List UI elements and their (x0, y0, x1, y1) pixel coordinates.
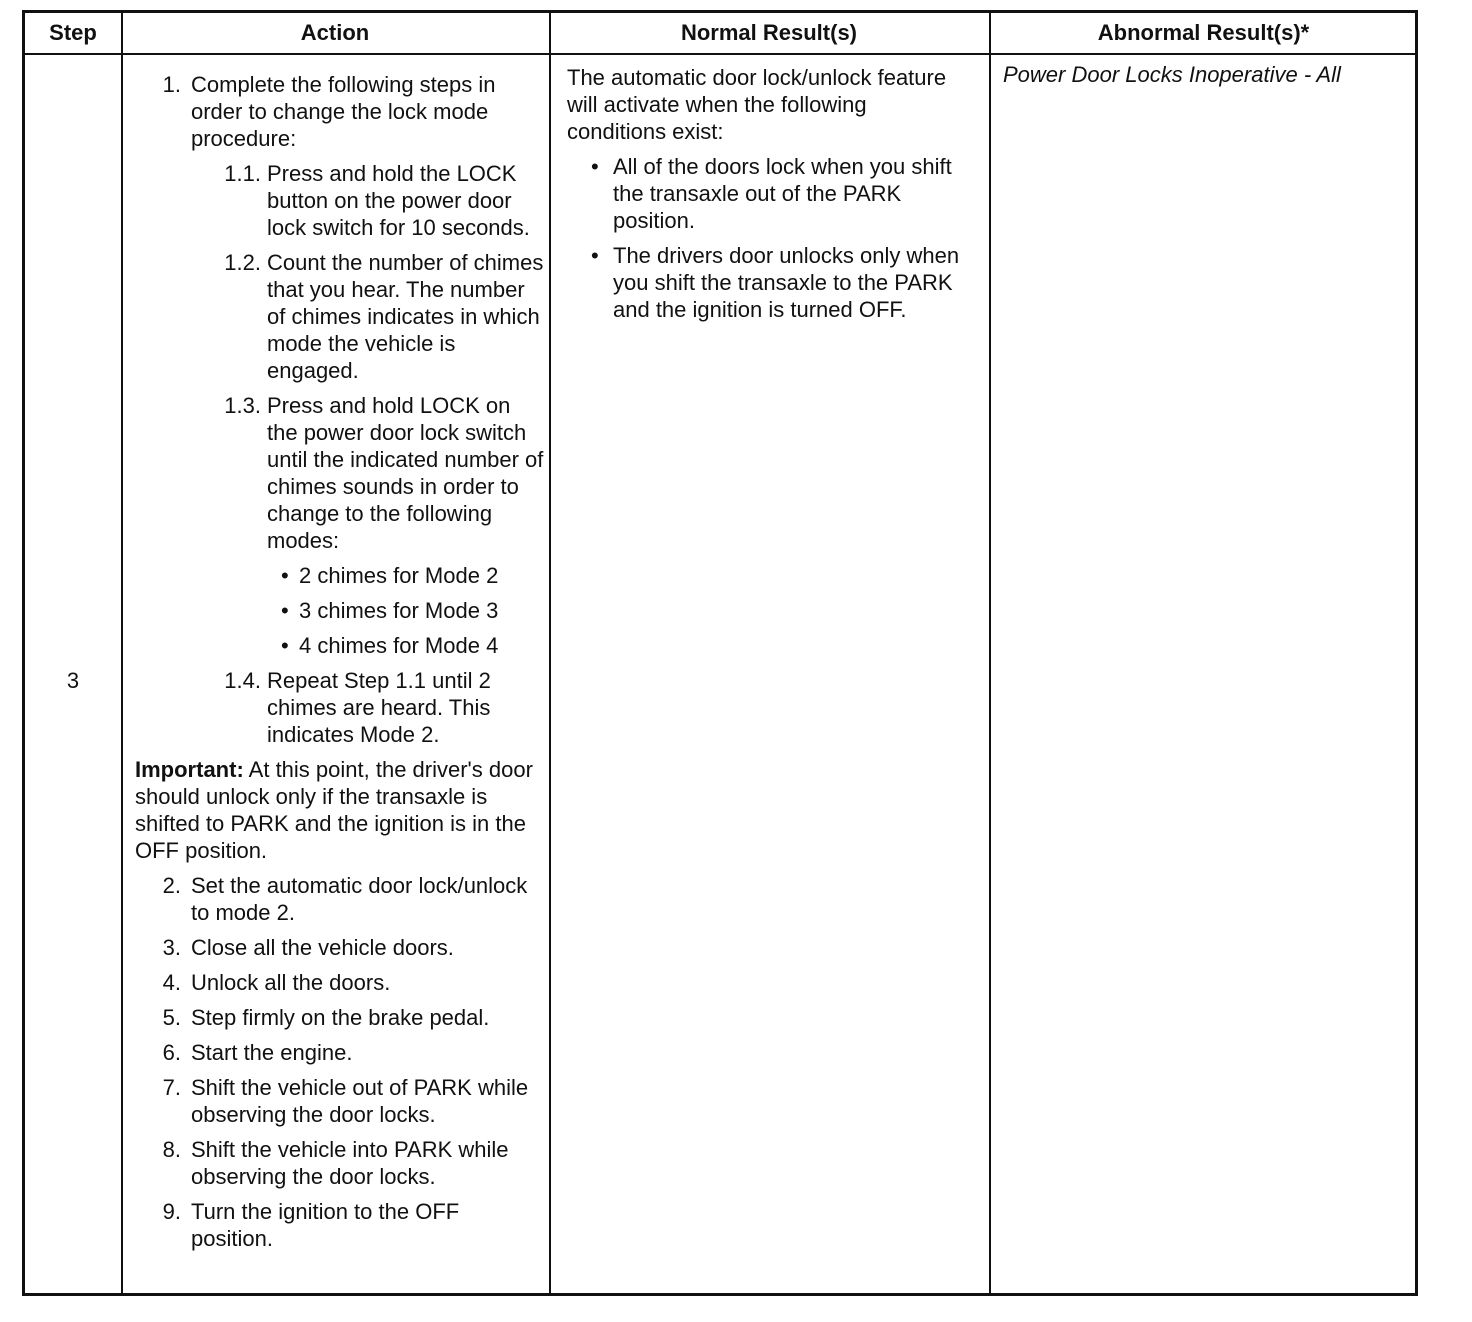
header-normal-results: Normal Result(s) (680, 20, 858, 45)
mode-bullet: • 3 chimes for Mode 3 (135, 597, 545, 624)
mode-bullet: • 2 chimes for Mode 2 (135, 562, 545, 589)
list-item: 8. Shift the vehicle into PARK while observing the door locks. (162, 1137, 509, 1189)
column-divider (549, 13, 551, 1293)
step-number: 3 (66, 668, 80, 693)
list-item: 1. Complete the following steps in order to change the lock mode procedure: (162, 72, 496, 151)
mode-bullet: • 4 chimes for Mode 4 (135, 632, 545, 659)
list-item: 4. Unlock all the doors. (162, 970, 391, 995)
diagnostic-table (22, 10, 1418, 1296)
list-item: 6. Start the engine. (162, 1040, 353, 1065)
header-action: Action (300, 20, 370, 45)
list-item: 5. Step firmly on the brake pedal. (162, 1005, 490, 1030)
column-divider (121, 13, 123, 1293)
column-divider (989, 13, 991, 1293)
list-item: 2. Set the automatic door lock/unlock to mode 2. (162, 873, 528, 925)
list-item: 1.1. Press and hold the LOCK button on the power door lock switch for 10 seconds. (224, 161, 530, 240)
important-note: Important: At this point, the driver's door should unlock only if the transaxle is shifted to PARK and the ignition is in the OFF position. (135, 757, 533, 863)
action-cell (135, 71, 545, 1260)
list-item: 1.2. Count the number of chimes that you hear. The number of chimes indicates in which mode the vehicle is engaged. (224, 250, 544, 383)
normal-intro: The automatic door lock/unlock feature will activate when the following conditions exist: (567, 65, 947, 144)
list-item: 9. Turn the ignition to the OFF position. (162, 1199, 460, 1251)
abnormal-results-cell: Power Door Locks Inoperative - All (1003, 62, 1341, 87)
list-item: 1.4. Repeat Step 1.1 until 2 chimes are heard. This indicates Mode 2. (224, 668, 491, 747)
list-item: 3. Close all the vehicle doors. (162, 935, 454, 960)
list-item: 1.3. Press and hold LOCK on the power door lock switch until the indicated number of chimes sounds in order to change to the following modes: (224, 393, 544, 553)
normal-results-cell (567, 64, 967, 331)
header-step: Step (49, 20, 97, 45)
header-abnormal-results: Abnormal Result(s)* (1097, 20, 1310, 45)
list-item: 7. Shift the vehicle out of PARK while observing the door locks. (162, 1075, 529, 1127)
list-item: • All of the doors lock when you shift the transaxle out of the PARK position. (567, 153, 967, 234)
list-item: • The drivers door unlocks only when you shift the transaxle to the PARK and the ignition is turned OFF. (567, 242, 967, 323)
header-divider (25, 53, 1415, 55)
